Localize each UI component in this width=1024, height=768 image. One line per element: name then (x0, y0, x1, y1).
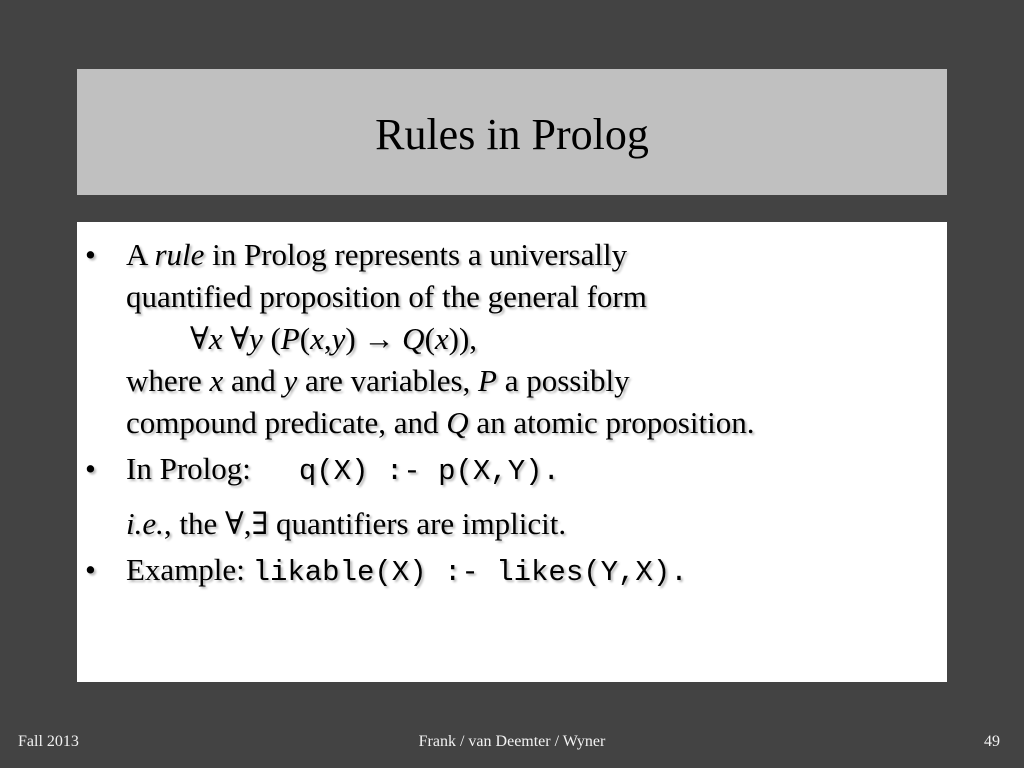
in-prolog-label: In Prolog: (126, 451, 251, 486)
footer-slide-number: 49 (984, 733, 1000, 750)
prolog-code-rule: q(X) :- p(X,Y). (298, 455, 560, 488)
slide-title-box (77, 69, 947, 195)
bullet-marker: • (85, 237, 96, 272)
predicate-p: P (478, 363, 497, 398)
rule-formula (126, 318, 947, 360)
text-fragment: ( (424, 321, 435, 356)
text-fragment: : (236, 552, 253, 587)
text-fragment: ( (299, 321, 311, 356)
rule-definition-line-4 (126, 360, 947, 402)
var-y: y (248, 321, 263, 356)
slide-content (77, 234, 947, 594)
example-label: Example (126, 552, 237, 587)
text-fragment: in Prolog represents a universally (204, 237, 628, 272)
var-y: y (331, 321, 346, 356)
text-fragment: a possibly (496, 363, 630, 398)
bullet-marker: • (85, 451, 96, 486)
example-line (126, 549, 947, 594)
var-x: x (434, 321, 449, 356)
text-fragment: an atomic proposition. (468, 405, 755, 440)
bullet-item-example (77, 549, 947, 594)
text-fragment: , the ∀,∃ quantifiers are implicit. (163, 506, 567, 541)
prolog-code-example: likable(X) :- likes(Y,X). (252, 556, 688, 589)
bullet-item-rule-definition (77, 234, 947, 444)
footer-authors: Frank / van Deemter / Wyner (418, 733, 606, 750)
text-fragment: ( (262, 321, 281, 356)
predicate-q: Q (402, 321, 425, 356)
in-prolog-line (126, 448, 947, 493)
slide-content-box (77, 222, 947, 682)
text-fragment: A (126, 237, 155, 272)
predicate-p: P (280, 321, 300, 356)
text-fragment: are variables, (297, 363, 479, 398)
var-x: x (209, 363, 224, 398)
text-fragment: , (323, 321, 332, 356)
predicate-q: Q (446, 405, 469, 440)
text-fragment: and (223, 363, 284, 398)
slide-title: Rules in Prolog (375, 109, 649, 159)
text-fragment: where (126, 363, 210, 398)
footer-date: Fall 2013 (18, 733, 79, 750)
var-y: y (283, 363, 298, 398)
rule-definition-line-1 (126, 234, 947, 276)
text-fragment: )), (448, 321, 478, 356)
var-x: x (208, 321, 223, 356)
bullet-marker: • (85, 552, 96, 587)
forall-symbol: ∀ (222, 321, 249, 356)
bullet-item-in-prolog (77, 448, 947, 545)
ie-abbrev: i.e. (126, 506, 164, 541)
text-fragment: compound predicate, and (126, 405, 447, 440)
rule-definition-line-5 (126, 402, 947, 444)
rule-definition-line-2: quantified proposition of the general form (126, 279, 647, 314)
implies-arrow: ) → (345, 321, 403, 356)
var-x: x (310, 321, 324, 356)
term-rule: rule (154, 237, 205, 272)
forall-symbol: ∀ (190, 321, 209, 356)
implicit-quantifiers-line (126, 503, 947, 545)
